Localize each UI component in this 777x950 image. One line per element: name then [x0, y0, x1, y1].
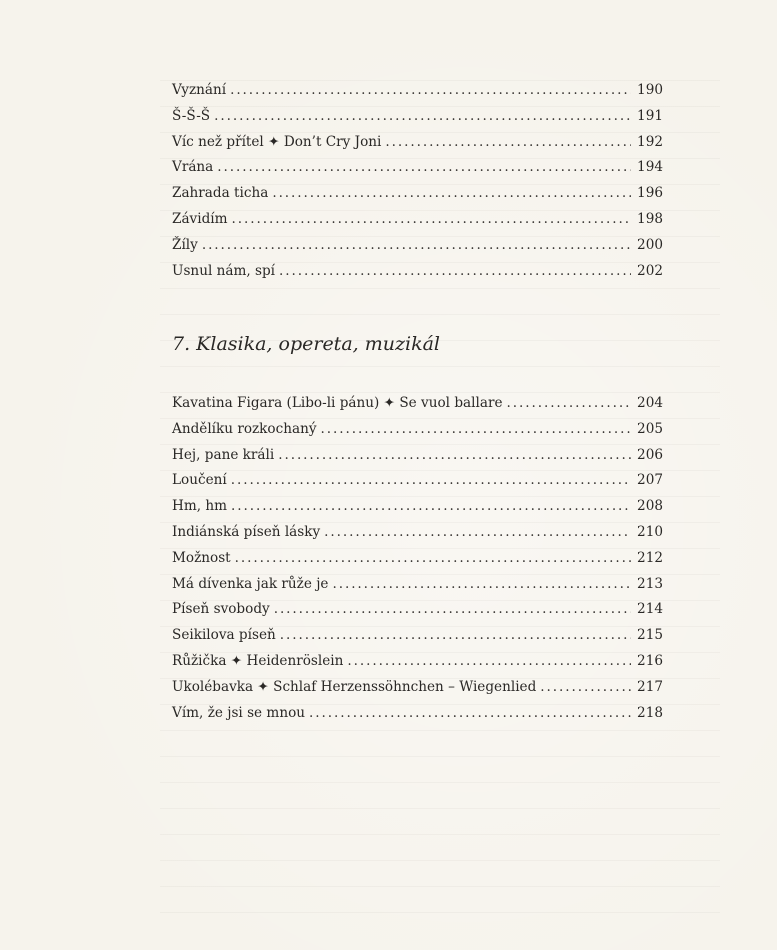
dot-leader: [232, 207, 632, 233]
toc-entry-title: Zahrada ticha: [172, 185, 269, 202]
toc-entry-page: 210: [637, 523, 663, 540]
toc-entry-page: 213: [637, 575, 663, 592]
toc-entry-page: 214: [637, 601, 663, 618]
toc-entry-title: Ukolébavka ✦ Schlaf Herzenssöhnchen – Wiegenlied: [172, 678, 537, 695]
toc-entry: [172, 623, 663, 649]
toc-entry-title: Víc než přítel ✦ Don’t Cry Joni: [172, 133, 382, 150]
dot-leader: [507, 391, 632, 417]
toc-entry-title: Hm, hm: [172, 498, 228, 515]
toc-entry: [172, 701, 663, 727]
toc-entry-title: Možnost: [172, 549, 231, 566]
toc-entry-title: Závidím: [172, 210, 228, 227]
toc-entry-page: 215: [637, 627, 663, 644]
toc-entry-title: Vyznání: [172, 82, 227, 98]
toc-entry-page: 212: [637, 549, 663, 566]
toc-entry: [172, 207, 663, 233]
toc-entry: [172, 649, 663, 675]
dot-leader: [347, 649, 631, 675]
dot-leader: [385, 130, 631, 156]
toc-entry: [172, 520, 663, 546]
toc-entry-page: 218: [637, 704, 663, 721]
toc-entry-page: 198: [637, 210, 663, 227]
dot-leader: [272, 181, 631, 207]
section-heading: 7. Klasika, opereta, muzikál: [172, 333, 440, 355]
dot-leader: [230, 78, 631, 104]
toc-entry: [172, 181, 663, 207]
toc-entry-title: Vím, že jsi se mnou: [172, 704, 306, 721]
toc-entry-title: Růžička ✦ Heidenröslein: [172, 652, 344, 669]
dot-leader: [332, 572, 631, 598]
toc-entry-page: 216: [637, 652, 663, 669]
dot-leader: [309, 701, 631, 727]
toc-entry-page: 194: [637, 159, 663, 176]
toc-entry-page: 205: [637, 420, 663, 437]
toc-entry: [172, 233, 663, 259]
toc-entry: [172, 494, 663, 520]
toc-entry: [172, 443, 663, 469]
dot-leader: [231, 494, 631, 520]
toc-entry: [172, 468, 663, 494]
toc-entry-page: 190: [637, 82, 663, 98]
toc-entry-title: Usnul nám, spí: [172, 262, 276, 279]
toc-entry-title: Š-Š-Š: [172, 107, 211, 124]
toc-list-previous-section: [172, 78, 663, 284]
dot-leader: [217, 155, 631, 181]
toc-list-section-7: [172, 391, 663, 726]
toc-entry-title: Andělíku rozkochaný: [172, 420, 317, 437]
toc-entry-page: 202: [637, 262, 663, 279]
toc-entry-page: 208: [637, 498, 663, 515]
toc-entry-page: 200: [637, 236, 663, 253]
dot-leader: [540, 675, 631, 701]
toc-entry: [172, 597, 663, 623]
toc-entry-page: 207: [637, 472, 663, 489]
toc-entry-title: Indiánská píseň lásky: [172, 523, 321, 540]
toc-entry-page: 217: [637, 678, 663, 695]
dot-leader: [278, 443, 631, 469]
toc-entry-title: Seikilova píseň: [172, 627, 276, 644]
toc-entry-page: 191: [637, 107, 663, 124]
toc-entry-title: Loučení: [172, 472, 227, 489]
dot-leader: [280, 623, 631, 649]
toc-entry-title: Má dívenka jak růže je: [172, 575, 329, 592]
toc-entry-page: 204: [637, 395, 663, 411]
toc-entry-title: Kavatina Figara (Libo-li pánu) ✦ Se vuol ballare: [172, 395, 503, 411]
toc-entry: [172, 572, 663, 598]
toc-entry-title: Píseň svobody: [172, 601, 270, 618]
toc-entry: [172, 130, 663, 156]
toc-entry: [172, 78, 663, 104]
toc-entry-page: 196: [637, 185, 663, 202]
toc-entry-title: Vrána: [172, 159, 214, 176]
toc-entry: [172, 546, 663, 572]
dot-leader: [324, 520, 631, 546]
dot-leader: [235, 546, 631, 572]
dot-leader: [321, 417, 632, 443]
toc-entry-page: 206: [637, 446, 663, 463]
toc-entry: [172, 259, 663, 285]
dot-leader: [274, 597, 631, 623]
dot-leader: [231, 468, 631, 494]
toc-entry: [172, 155, 663, 181]
toc-entry: [172, 417, 663, 443]
dot-leader: [279, 259, 631, 285]
toc-entry-page: 192: [637, 133, 663, 150]
toc-entry: [172, 391, 663, 417]
toc-entry-title: Žíly: [172, 236, 198, 253]
toc-entry: [172, 104, 663, 130]
dot-leader: [202, 233, 631, 259]
toc-entry-title: Hej, pane králi: [172, 446, 275, 463]
dot-leader: [214, 104, 631, 130]
toc-entry: [172, 675, 663, 701]
